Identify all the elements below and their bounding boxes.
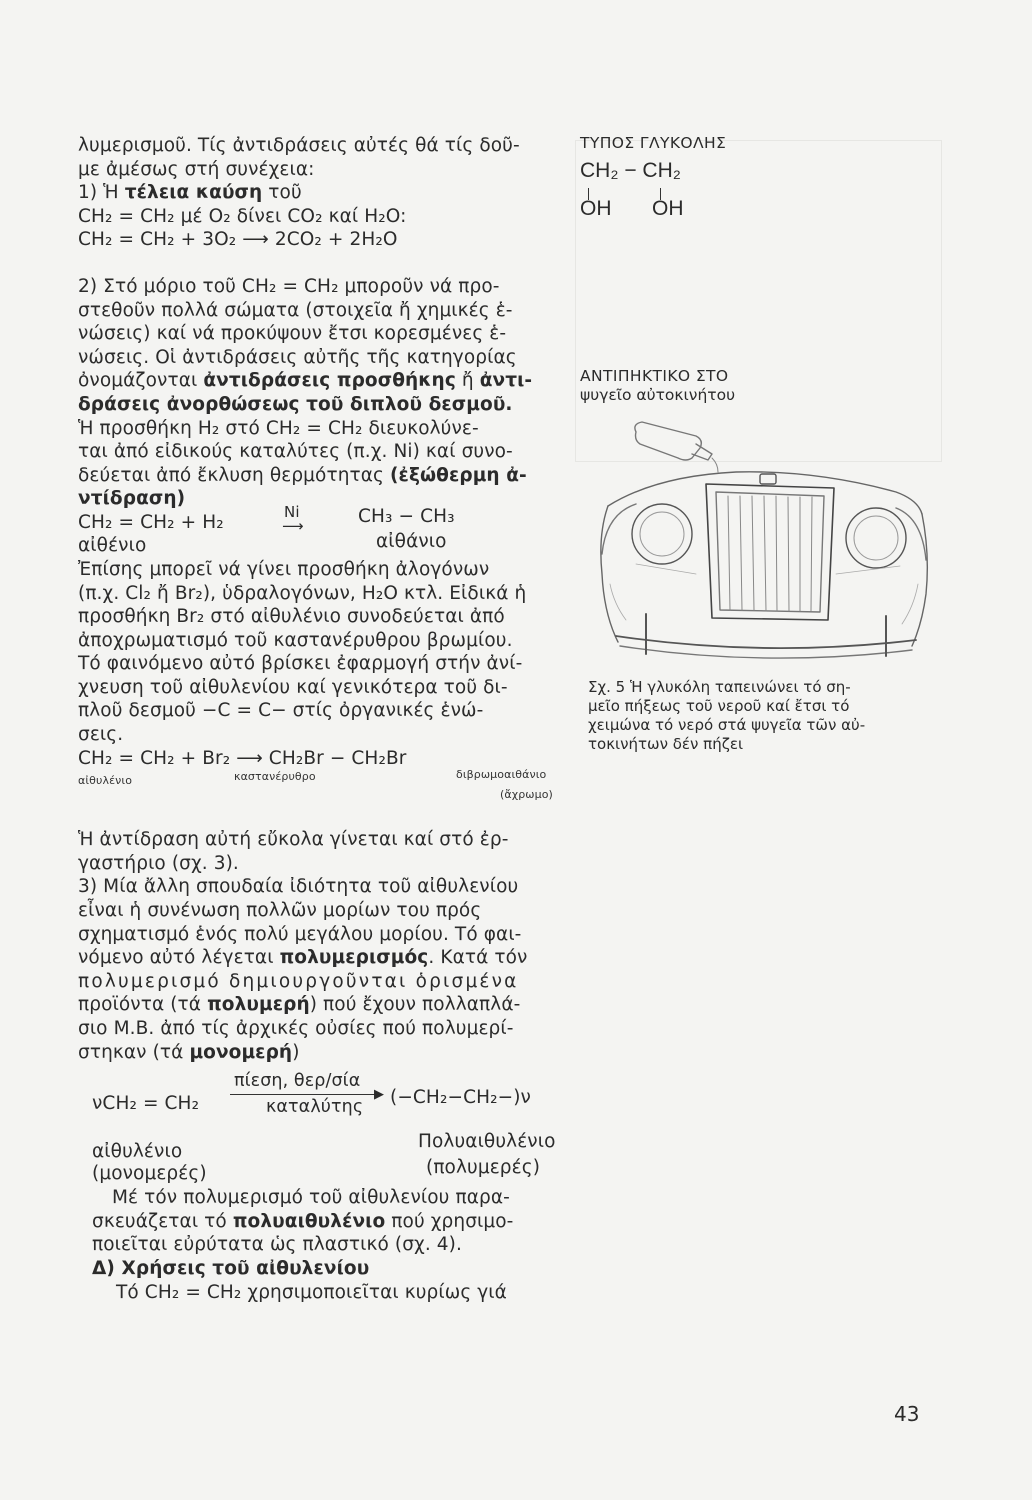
text-line: νώσεις) καί νά προκύψουν ἔτσι κορεσμένες ἑ-	[78, 323, 507, 345]
text-line: ποιεῖται εὐρύτατα ὡς πλαστικό (σχ. 4).	[92, 1234, 462, 1256]
text-line: με ἀμέσως στή συνέχεια:	[78, 158, 315, 180]
text-line: στηκαν (τά μονομερή)	[78, 1041, 300, 1063]
hydrogenation-equation: CH₂ = CH₂ + H₂ Ni ⟶ CH₃ − CH₃ αἰθένιο αἰθάνιο	[78, 502, 455, 556]
text-line: Τό CH₂ = CH₂ χρησιμοποιεῖται κυρίως γιά	[116, 1281, 507, 1303]
text-line: δράσεις ἀνορθώσεως τοῦ διπλοῦ δεσμοῦ.	[78, 393, 513, 415]
combustion-equation: CH₂ = CH₂ + 3O₂ ⟶ 2CO₂ + 2H₂O	[78, 229, 398, 251]
text-line: (π.χ. Cl₂ ἤ Br₂), ὑδραλογόνων, H₂O κτλ. Εἰδικά ἡ	[78, 582, 527, 604]
text-line: χνευση τοῦ αἰθυλενίου καί γενικότερα τοῦ δι-	[78, 676, 508, 698]
text-line: προϊόντα (τά πολυμερή) πού ἔχουν πολλαπλά-	[78, 994, 521, 1016]
polymerization-equation: νCH₂ = CH₂ πίεση, θερ/σία ▶ καταλύτης (−CH₂−CH₂−)ν αἰθυλένιο Πολυαιθυλένιο	[92, 1071, 556, 1163]
text-line: Ἐπίσης μπορεῖ νά γίνει προσθήκη ἀλογόνων	[78, 558, 490, 580]
text-line: σχηματισμό ἑνός πολύ μεγάλου μορίου. Τό φαι-	[78, 923, 522, 945]
sidebar-column	[580, 134, 940, 405]
text-line: πλοῦ δεσμοῦ −C = C− στίς ὀργανικές ἑνώ-	[78, 700, 484, 722]
text-line: προσθήκη Br₂ στό αἰθυλένιο συνοδεύεται ἀπό	[78, 606, 505, 628]
text-line: λυμερισμοῦ. Τίς ἀντιδράσεις αὐτές θά τίς δοῦ-	[78, 135, 520, 156]
text-line: εἶναι ἡ συνένωση πολλῶν μορίων του πρός	[78, 900, 482, 922]
text-line: Ἡ προσθήκη H₂ στό CH₂ = CH₂ διευκολύνε-	[78, 417, 479, 439]
bromination-labels: αἰθυλένιο καστανέρυθρο διβρωμοαιθάνιο (ἄχρωμο)	[78, 768, 553, 802]
section-heading: Δ) Χρήσεις τοῦ αἰθυλενίου	[92, 1257, 370, 1279]
text-line: σεις.	[78, 724, 124, 746]
text-line: νόμενο αὐτό λέγεται πολυμερισμός. Κατά τόν	[78, 947, 528, 969]
text-line: ται ἀπό εἰδικούς καταλύτες (π.χ. Ni) καί συνο-	[78, 441, 513, 463]
text-line: σκευάζεται τό πολυαιθυλένιο πού χρησιμο-	[92, 1210, 514, 1232]
equation-text: CH₂ = CH₂ μέ O₂ δίνει CO₂ καί H₂O:	[78, 205, 407, 227]
text-line: Ἡ ἀντίδραση αὐτή εὔκολα γίνεται καί στό ἐρ-	[78, 829, 509, 851]
text-line: γαστήριο (σχ. 3).	[78, 852, 239, 874]
item-1-heading: 1) Ἡ τέλεια καύση τοῦ	[78, 182, 302, 204]
text-line: ἀποχρωματισμό τοῦ καστανέρυθρου βρωμίου.	[78, 629, 513, 651]
text-line: πολυμερισμό δημιουργοῦνται ὁρισμένα	[78, 970, 519, 992]
text-line: νώσεις. Οἱ ἀντιδράσεις αὐτῆς τῆς κατηγορίας	[78, 346, 517, 368]
text-line: 3) Μία ἄλλη σπουδαία ἰδιότητα τοῦ αἰθυλενίου	[78, 876, 519, 898]
text-line: ὀνομάζονται ἀντιδράσεις προσθήκης ἤ ἀντι-	[78, 370, 533, 392]
text-line: ντίδραση)	[78, 488, 186, 510]
car-radiator-illustration	[596, 414, 932, 668]
text-line: δεύεται ἀπό ἔκλυση θερμότητας (ἐξώθερμη ἀ-	[78, 464, 527, 486]
polymer-labels-row: (μονομερές) (πολυμερές)	[92, 1157, 541, 1185]
text-line: σιο Μ.Β. ἀπό τίς ἀρχικές οὐσίες πού πολυμερί-	[78, 1018, 514, 1039]
page-number: 43	[894, 1402, 920, 1426]
antifreeze-subtitle: ψυγεῖο αὐτοκινήτου	[580, 386, 736, 404]
text-line: Μέ τόν πολυμερισμό τοῦ αἰθυλενίου παρα-	[112, 1187, 510, 1209]
text-line: στεθοῦν πολλά σώματα (στοιχεῖα ἤ χημικές ἑ-	[78, 299, 513, 321]
text-line: 2) Στό μόριο τοῦ CH₂ = CH₂ μποροῦν νά προ-	[78, 275, 500, 297]
figure-caption: Σχ. 5 Ἡ γλυκόλη ταπεινώνει τό ση- μεῖο πήξεως τοῦ νεροῦ καί ἔτσι τό χειμώνα τό νερό στά ψυγεῖα τῶν αὐ- τοκινήτων δέν πήζει	[588, 678, 866, 753]
antifreeze-title: ΑΝΤΙΠΗΚΤΙΚΟ ΣΤΟ	[580, 367, 729, 385]
main-column	[78, 134, 578, 1304]
bromination-equation: CH₂ = CH₂ + Br₂ ⟶ CH₂Br − CH₂Br	[78, 747, 407, 769]
text-line: Τό φαινόμενο αὐτό βρίσκει ἐφαρμογή στήν ἀνί-	[78, 653, 523, 675]
glycol-title: ΤΥΠΟΣ ΓΛΥΚΟΛΗΣ	[580, 134, 727, 152]
glycol-formula: CH₂ − CH₂ OH OH	[580, 159, 684, 220]
